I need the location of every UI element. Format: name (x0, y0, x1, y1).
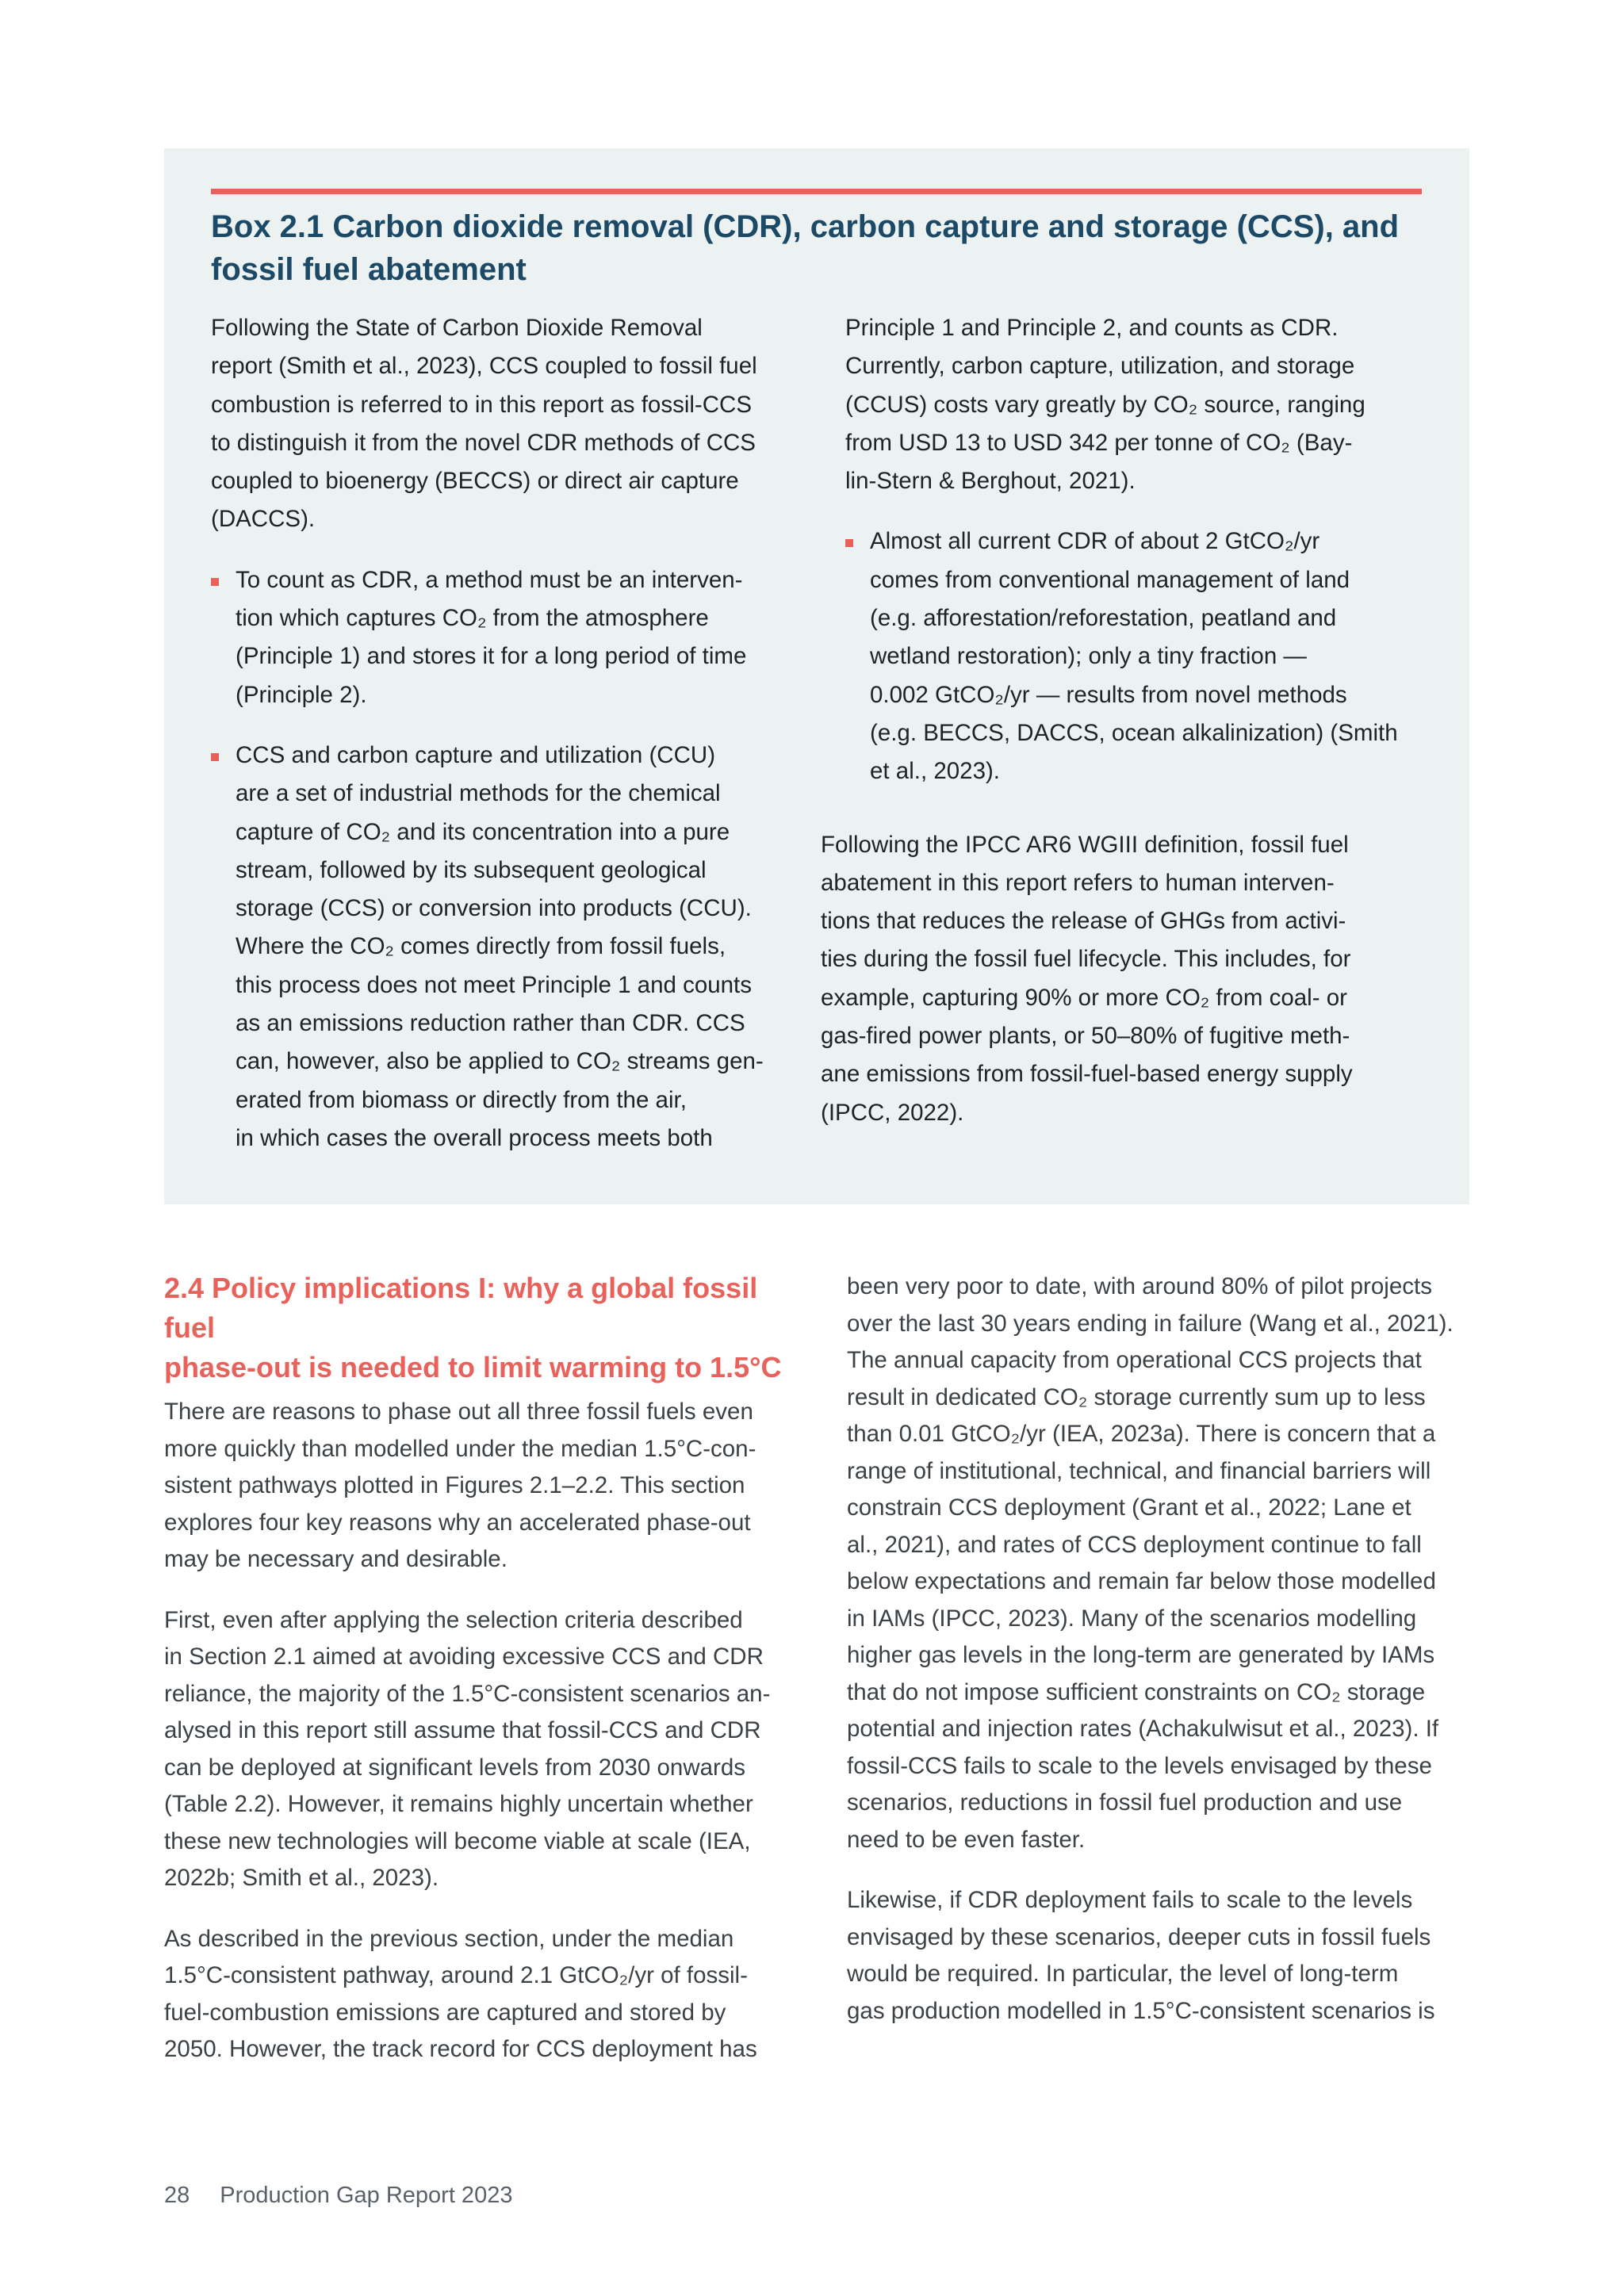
box-bullet-2: CCS and carbon capture and utilization (CCU) are a set of industrial methods for the chemical capture of CO₂ and its concentration into a pure stream, followed by its subsequent geological storage (CCS) or conversion into products (CCU). Where the CO₂ comes directly from fossil fuels, this process does not meet Principle 1 and counts as an emissions reduction rather than CDR. CCS can, however, also be applied to CO₂ streams gen- erated from biomass or directly from the air, in which cases the overall process meets both (211, 737, 782, 1158)
box-bullet-3: Almost all current CDR of about 2 GtCO₂/yr comes from conventional management of land (e.g. afforestation/reforestation, peatland and wetland restoration); only a tiny fraction — 0.002 GtCO₂/yr — results from novel methods (e.g. BECCS, DACCS, ocean alkalinization) (Smith et al., 2023). (845, 522, 1432, 790)
paragraph-1: There are reasons to phase out all three fossil fuels even more quickly than modelled under the median 1.5°C-con- sistent pathways plotted in Figures 2.1–2.2. This section explores four key reasons why an accelerated phase-out may be necessary and desirable. (164, 1399, 756, 1572)
box-closing: Following the IPCC AR6 WGIII definition, fossil fuel abatement in this report refers to human interven- tions that reduces the release of GHGs from activi- ties during the fossil fuel lifecycle. This includes, for example, capturing 90% or more CO₂ from coal- or gas-fired power plants, or 50–80% of fugitive meth- ane emissions from fossil-fuel-based energy supply (IPCC, 2022). (821, 831, 1353, 1126)
section-title: 2.4 Policy implications I: why a global fossil fuel phase-out is needed to limit warming to 1.5°C (164, 1272, 782, 1383)
bullet-square-icon (211, 753, 219, 761)
bullet-square-icon (211, 578, 219, 586)
box-2-1 (164, 148, 1469, 1204)
box-column-left (211, 309, 782, 1158)
page-number: 28 (164, 2183, 190, 2208)
report-title: Production Gap Report 2023 (220, 2183, 513, 2208)
box-intro: Following the State of Carbon Dioxide Removal report (Smith et al., 2023), CCS coupled to fossil fuel combustion is referred to in this report as fossil-CCS to distinguish it from the novel CDR methods of CCS coupled to bioenergy (BECCS) or direct air capture (DACCS). (211, 315, 757, 533)
box-bullet-2-continued: Principle 1 and Principle 2, and counts as CDR. Currently, carbon capture, utilization, and storage (CCUS) costs vary greatly by CO₂ source, ranging from USD 13 to USD 342 per tonne of CO₂ (Bay- lin-Stern & Berghout, 2021). (845, 315, 1365, 495)
page-footer (164, 2183, 512, 2209)
main-column-right (847, 1269, 1473, 2030)
box-bullet-1: To count as CDR, a method must be an interven- tion which captures CO₂ from the atmosphere (Principle 1) and stores it for a long period of time (Principle 2). (211, 561, 782, 714)
box-accent-rule (211, 189, 1422, 194)
box-column-right (821, 309, 1432, 1132)
bullet-square-icon (845, 539, 853, 547)
paragraph-3: As described in the previous section, under the median 1.5°C-consistent pathway, around 2.1 GtCO₂/yr of fossil- fuel-combustion emissions are captured and stored by 2050. However, the track record for CCS deployment has (164, 1925, 757, 2062)
paragraph-3-continued: been very poor to date, with around 80% of pilot projects over the last 30 years ending in failure (Wang et al., 2021). The annual capacity from operational CCS projects that result in dedicated CO₂ storage currently sum up to less than 0.01 GtCO₂/yr (IEA, 2023a). There is concern that a range of institutional, technical, and financial barriers will constrain CCS deployment (Grant et al., 2022; Lane et al., 2021), and rates of CCS deployment continue to fall below expectations and remain far below those modelled in IAMs (IPCC, 2023). Many of the scenarios modelling higher gas levels in the long-term are generated by IAMs that do not impose sufficient constraints on CO₂ storage potential and injection rates (Achakulwisut et al., 2023). If fossil-CCS fails to scale to the levels envisaged by these scenarios, reductions in fossil fuel production and use need to be even faster. (847, 1273, 1454, 1853)
paragraph-4: Likewise, if CDR deployment fails to scale to the levels envisaged by these scenarios, deeper cuts in fossil fuels would be required. In particular, the level of long-term gas production modelled in 1.5°C-consistent scenarios is (847, 1887, 1435, 2024)
main-column-left (164, 1269, 791, 2068)
box-title: Box 2.1 Carbon dioxide removal (CDR), carbon capture and storage (CCS), and fossil fuel abatement (211, 209, 1400, 287)
paragraph-2: First, even after applying the selection criteria described in Section 2.1 aimed at avoiding excessive CCS and CDR reliance, the majority of the 1.5°C-consistent scenarios an- alysed in this report still assume that fossil-CCS and CDR can be deployed at significant levels from 2030 onwards (Table 2.2). However, it remains highly uncertain whether these new technologies will become viable at scale (IEA, 2022b; Smith et al., 2023). (164, 1606, 771, 1891)
